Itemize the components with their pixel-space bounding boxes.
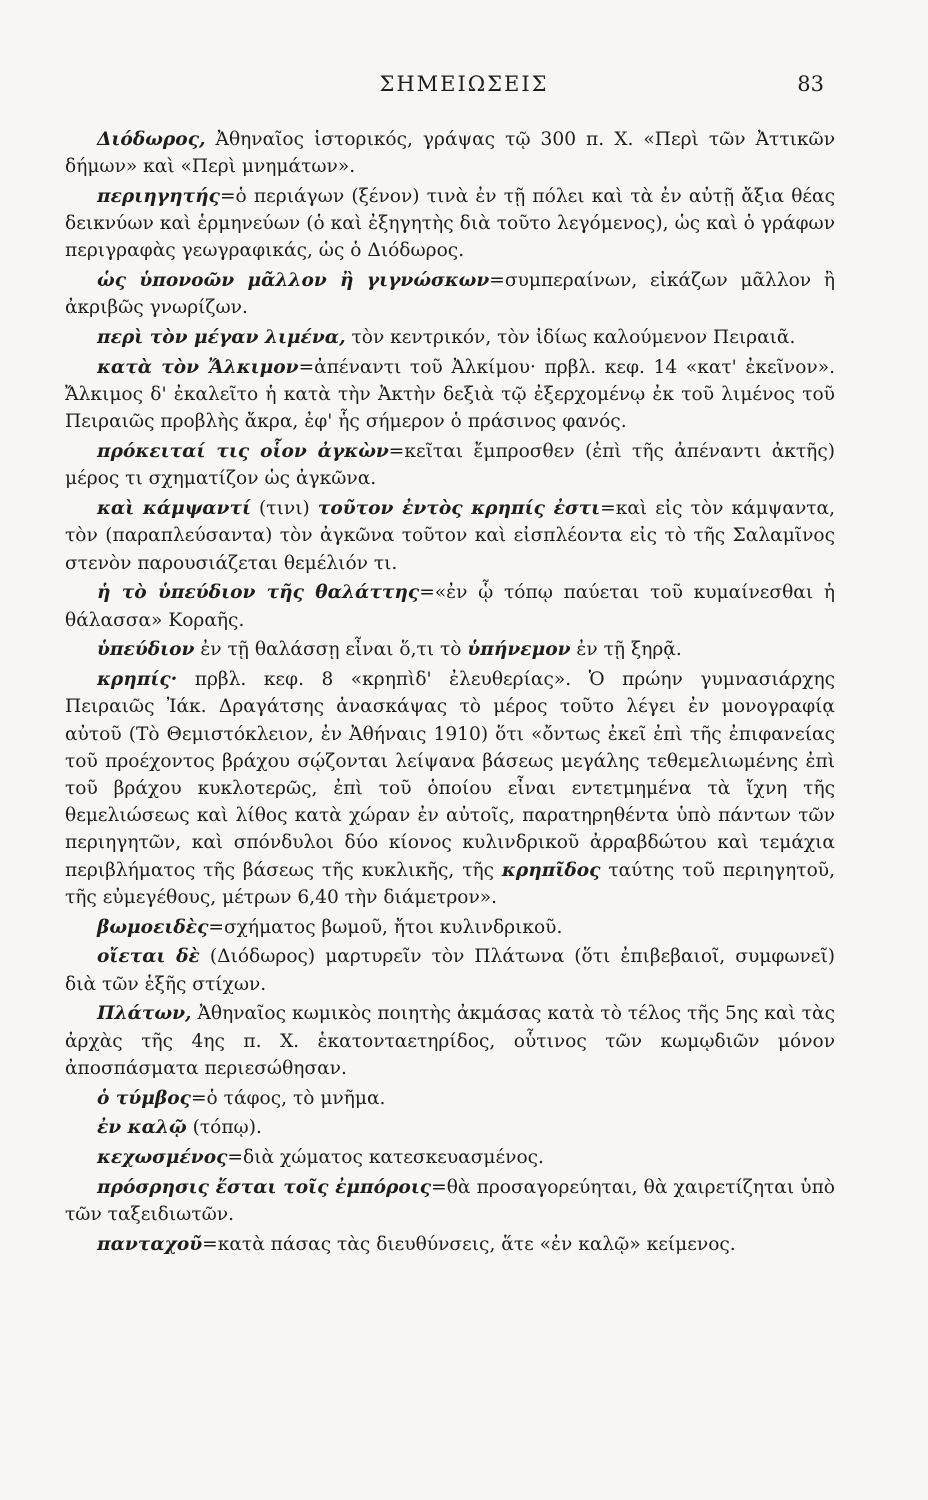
lemma: Διόδωρος, — [97, 129, 206, 150]
note-entry — [65, 183, 835, 265]
lemma: κρηπῖδος — [501, 859, 601, 881]
lemma: οἴεται δὲ — [97, 946, 200, 968]
page-header — [0, 72, 928, 102]
gloss: =θὰ προσαγορεύηται, θὰ χαιρετίζηται ὑπὸ τῶν ταξειδιωτῶν. — [65, 1177, 835, 1226]
gloss: =κεῖται ἔμπροσθεν (ἐπὶ τῆς ἀπέναντι ἀκτῆς) μέρος τι σχηματίζον ὡς ἀγκῶνα. — [65, 441, 835, 490]
gloss: =«ἐν ᾧ τόπῳ παύεται τοῦ κυμαίνεσθαι ἡ θάλασσα» Κοραῆς. — [65, 582, 835, 631]
gloss: =διὰ χώματος κατεσκευασμένος. — [227, 1147, 544, 1169]
gloss: =ὁ τάφος, τὸ μνῆμα. — [190, 1087, 386, 1109]
notes-body — [65, 126, 835, 1258]
lemma: ὑπεύδιον — [97, 639, 195, 661]
gloss: Ἀθηναῖος κωμικὸς ποιητὴς ἀκμάσας κατὰ τὸ τέλος τῆς 5ης καὶ τὰς ἀρχὰς τῆς 4ης π. Χ. ἑκατονταετηρίδος, οὗτινος τῶν κωμῳδιῶν μόνον ἀποσπάσματα περιεσώθησαν. — [65, 1003, 835, 1079]
lemma: ὡς ὑπονοῶν μᾶλλον ἢ γιγνώσκων — [97, 270, 490, 292]
note-entry — [65, 126, 835, 180]
gloss: ταύτης τοῦ περιηγητοῦ, τῆς εὐμεγέθους, μέτρων 6,40 τὴν διάμετρον». — [65, 859, 835, 908]
gloss: =κατὰ πάσας τὰς διευθύνσεις, ἅτε «ἐν καλῷ» κείμενος. — [202, 1234, 736, 1256]
running-head: ΣΗΜΕΙΩΣΕΙΣ — [379, 72, 549, 96]
note-entry — [65, 1000, 835, 1082]
lemma: ἡ τὸ ὑπεύδιον τῆς θαλάττης — [97, 582, 420, 604]
lemma: πρόσρησις ἔσται τοῖς ἐμπόροις — [97, 1177, 432, 1199]
note-entry — [65, 1114, 835, 1141]
note-entry — [65, 943, 835, 997]
note-entry — [65, 267, 835, 321]
gloss: =ὁ περιάγων (ξένον) τινὰ ἐν τῇ πόλει καὶ τὰ ἐν αὐτῇ ἄξια θέας δεικνύων καὶ ἑρμηνεύων (ὁ καὶ ἐξηγητὴς διὰ τοῦτο λεγόμενος), ὡς καὶ ὁ γράφων περιγραφὰς γεωγραφικάς, ὡς ὁ Διόδωρος. — [65, 186, 835, 262]
gloss: (τόπῳ). — [186, 1117, 262, 1139]
lemma: ὑπήνεμον — [467, 639, 571, 661]
lemma: κεχωσμένος — [97, 1147, 228, 1169]
note-entry — [65, 1231, 835, 1258]
lemma: ἐν καλῷ — [97, 1117, 187, 1139]
gloss: (τινι) — [250, 498, 318, 520]
gloss: ἐν τῇ θαλάσσῃ εἶναι ὅ,τι τὸ — [194, 639, 468, 661]
gloss: =καὶ εἰς τὸν κάμψαντα, τὸν (παραπλεύσαντα) τὸν ἀγκῶνα τοῦτον καὶ εἰσπλέοντα εἰς τὸ τῆς Σαλαμῖνος στενὸν παρουσιάζεται θεμέλιόν τι. — [65, 498, 836, 574]
note-entry — [65, 438, 835, 492]
note-entry — [65, 1174, 835, 1228]
gloss: ἐν τῇ ξηρᾷ. — [570, 639, 682, 661]
lemma: κατὰ τὸν Ἄλκιμον — [97, 357, 299, 378]
lemma: περιηγητής — [97, 186, 220, 207]
gloss: πρβλ. κεφ. 8 «κρηπὶδ' ἐλευθερίας». Ὁ πρώην γυμνασιάρχης Πειραιῶς Ἰάκ. Δραγάτσης ἀνασκάψας τὸ μέρος τοῦτο λέγει ἐν μονογραφίᾳ αὐτοῦ (Τὸ Θεμιστόκλειον, ἐν Ἀθήναις 1910) ὅτι «ὄντως ἐκεῖ ἐπὶ τῆς ἐπιφανείας τοῦ προέχοντος βράχου σῴζονται λείψανα βάσεως μεγάλης τεθεμελιωμένης ἐπὶ τοῦ βράχου κυκλοτερῶς, ἐπὶ τοῦ ὁποίου εἶναι εντετμημένα τὰ ἴχνη τῆς θεμελιώσεως καὶ λίθος κατὰ χώραν ἐν αὐτοῖς, παρατηρηθέντα ὑπὸ πάντων τῶν περιηγητῶν, καὶ σπόνδυλοι δύο κίονος κυλινδρικοῦ ἀρραβδώτου καὶ τεμάχια περιβλήματος τῆς βάσεως τῆς κυκλικῆς, τῆς — [65, 669, 835, 881]
note-entry — [65, 914, 835, 941]
lemma: βωμοειδὲς — [97, 916, 209, 938]
note-entry — [65, 495, 835, 577]
lemma: Πλάτων, — [97, 1003, 192, 1025]
note-entry — [65, 324, 835, 351]
note-entry — [65, 579, 835, 633]
note-entry — [65, 354, 835, 436]
gloss: τὸν κεντρικόν, τὸν ἰδίως καλούμενον Πειραιᾶ. — [345, 327, 796, 349]
lemma: τοῦτον ἐντὸς κρηπίς ἐστι — [317, 498, 601, 520]
lemma: πανταχοῦ — [97, 1234, 203, 1256]
note-entry — [65, 636, 835, 663]
gloss: =σχήματος βωμοῦ, ἤτοι κυλινδρικοῦ. — [208, 916, 563, 938]
gloss: =συμπεραίνων, εἰκάζων μᾶλλον ἢ ἀκριβῶς γνωρίζων. — [65, 270, 835, 319]
lemma: ὁ τύμβος — [97, 1087, 191, 1109]
gloss: =ἀπέναντι τοῦ Ἀλκίμου· πρβλ. κεφ. 14 «κατ' ἐκεῖνον». Ἄλκιμος δ' ἐκαλεῖτο ἡ κατὰ τὴν Ἀκτὴν δεξιὰ τῷ ἐξερχομένῳ ἐκ τοῦ λιμένος τοῦ Πειραιῶς προβλὴς ἄκρα, ἐφ' ἧς σήμερον ὁ πράσινος φανός. — [65, 357, 835, 433]
note-entry — [65, 1144, 835, 1171]
lemma: κρηπίς· — [97, 669, 178, 691]
note-entry — [65, 1085, 835, 1112]
lemma: περὶ τὸν μέγαν λιμένα, — [97, 327, 346, 349]
gloss: (Διόδωρος) μαρτυρεῖν τὸν Πλάτωνα (ὅτι ἐπιβεβαιοῖ, συμφωνεῖ) διὰ τῶν ἑξῆς στίχων. — [65, 946, 835, 995]
page-number: 83 — [797, 72, 824, 96]
lemma: καὶ κάμψαντί — [97, 498, 251, 520]
note-entry — [65, 666, 835, 911]
gloss: Ἀθηναῖος ἱστορικός, γράψας τῷ 300 π. Χ. «Περὶ τῶν Ἀττικῶν δήμων» καὶ «Περὶ μνημάτων». — [65, 129, 835, 178]
lemma: πρόκειταί τις οἷον ἀγκὼν — [97, 441, 389, 463]
